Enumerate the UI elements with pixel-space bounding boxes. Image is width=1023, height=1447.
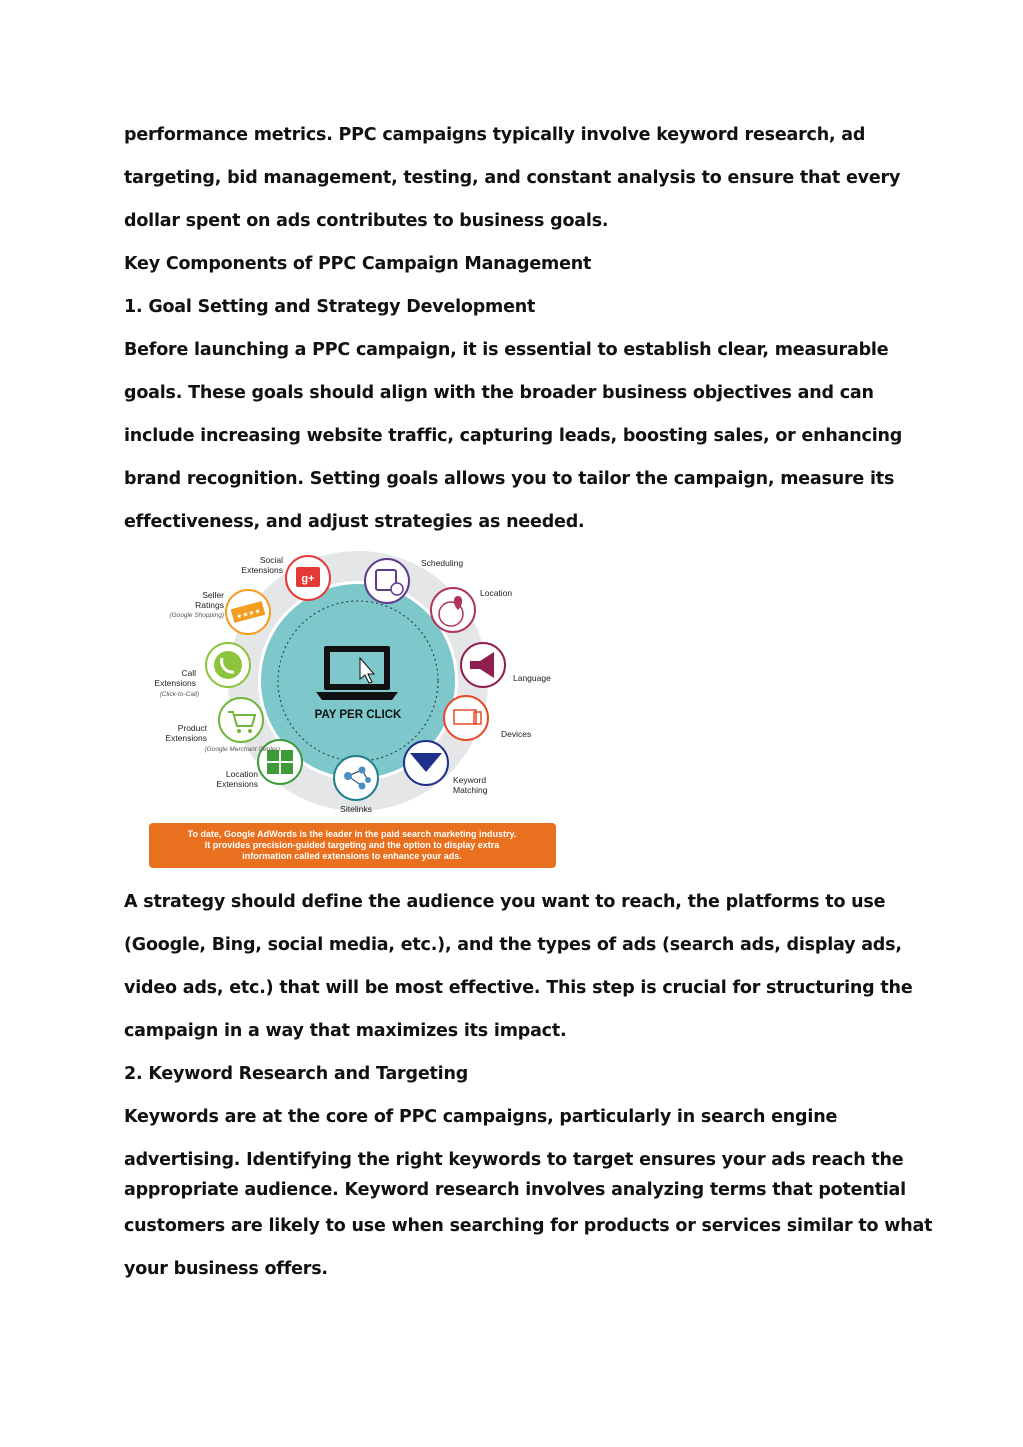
seller-ratings-sublabel: (Google Shopping) (169, 612, 224, 619)
devices-label: Devices (501, 729, 532, 739)
banner-line: To date, Google AdWords is the leader in the paid search marketing industry. (187, 829, 517, 839)
language-node (461, 643, 551, 687)
svg-text:★★★★: ★★★★ (235, 606, 262, 622)
center-title: PAY PER CLICK (314, 709, 402, 721)
paragraph-line: campaign in a way that maximizes its impact. (124, 1021, 567, 1041)
clock-icon (391, 583, 403, 595)
social-extensions-label: Extensions (241, 565, 283, 575)
paragraph-line: Before launching a PPC campaign, it is essential to establish clear, measurable (124, 340, 889, 360)
ppc-infographic (140, 548, 570, 873)
sitelinks-label: Sitelinks (340, 804, 372, 814)
call-extensions-label: Extensions (154, 678, 196, 688)
seller-ratings-label: Seller (202, 590, 224, 600)
paragraph-line: performance metrics. PPC campaigns typically involve keyword research, ad (124, 125, 866, 145)
paragraph-line: brand recognition. Setting goals allows you to tailor the campaign, measure its (124, 469, 895, 489)
paragraph-line: goals. These goals should align with the broader business objectives and can (124, 383, 874, 403)
product-extensions-sublabel: (Google Merchant Center) (204, 746, 280, 753)
paragraph-line: targeting, bid management, testing, and constant analysis to ensure that every (124, 168, 901, 188)
location-extensions-label: Location (225, 769, 258, 779)
keyword-matching-label: Matching (453, 785, 488, 795)
devices-node (444, 696, 531, 740)
location-label: Location (480, 588, 513, 598)
paragraph-line: your business offers. (124, 1259, 328, 1279)
text-block-bottom (124, 881, 933, 1291)
paragraph-line: (Google, Bing, social media, etc.), and the types of ads (search ads, display ads, (124, 935, 902, 955)
text-block-top (124, 114, 903, 544)
banner-line: information called extensions to enhance your ads. (242, 851, 462, 861)
badge-text: g+ (301, 573, 315, 585)
language-label: Language (513, 673, 551, 683)
scheduling-label: Scheduling (421, 558, 464, 568)
location-extensions-label: Extensions (216, 779, 258, 789)
paragraph-line: video ads, etc.) that will be most effective. This step is crucial for structuring the (124, 978, 913, 998)
phone-call-icon (214, 651, 242, 679)
sitelinks-node (334, 756, 378, 814)
paragraph-line: dollar spent on ads contributes to business goals. (124, 211, 609, 231)
social-extensions-label: Social (259, 555, 283, 565)
banner-line: It provides precision-guided targeting and the option to display extra (204, 840, 500, 850)
paragraph-line: A strategy should define the audience you want to reach, the platforms to use (124, 892, 886, 912)
seller-ratings-label: Ratings (195, 600, 224, 610)
subsection-heading: 1. Goal Setting and Strategy Development (124, 297, 536, 317)
paragraph-line: customers are likely to use when searching for products or services similar to what (124, 1216, 933, 1236)
call-extensions-label: Call (181, 668, 196, 678)
product-extensions-label: Product (177, 723, 207, 733)
call-extensions-sublabel: (Click-to-Call) (159, 691, 199, 698)
keyword-matching-label: Keyword (453, 775, 487, 785)
paragraph-line: include increasing website traffic, capturing leads, boosting sales, or enhancing (124, 426, 903, 446)
subsection-heading: 2. Keyword Research and Targeting (124, 1064, 469, 1084)
paragraph-line: Keywords are at the core of PPC campaigns, particularly in search engine (124, 1107, 838, 1127)
paragraph-line: effectiveness, and adjust strategies as needed. (124, 512, 585, 532)
ppc-infographic-graphic (140, 548, 570, 873)
seller-ratings-node (169, 590, 270, 634)
paragraph-line-justified: advertising. Identifying the right keywords to target ensures your ads reach the (124, 1150, 904, 1170)
section-heading: Key Components of PPC Campaign Management (124, 254, 592, 274)
product-extensions-label: Extensions (165, 733, 207, 743)
paragraph-line: appropriate audience. Keyword research involves analyzing terms that potential (124, 1180, 906, 1200)
